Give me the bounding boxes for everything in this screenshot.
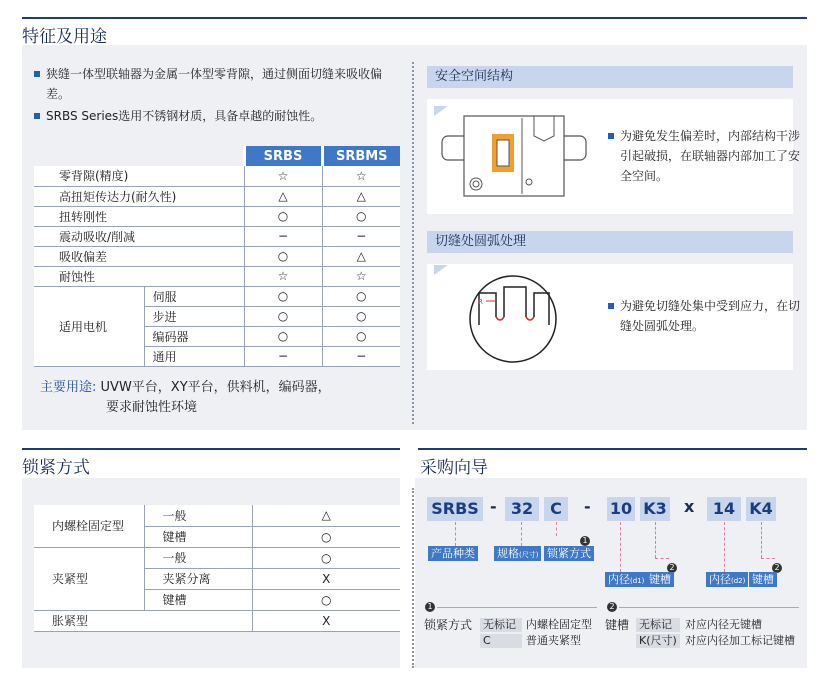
table-row: 键槽 ○ xyxy=(34,526,400,547)
legend-key-desc-2: 对应内径加工标记键槽 xyxy=(685,634,795,647)
table-row: 高扭矩传达力(耐久性) △ △ xyxy=(34,186,400,206)
arc-note: 为避免切缝处集中受到应力，在切缝处圆弧处理。 xyxy=(620,296,800,336)
features-divider xyxy=(412,62,414,424)
legend-lock-desc-2: 普通夹紧型 xyxy=(526,634,581,647)
num-badge-key2: 2 xyxy=(772,563,782,573)
table-row: 吸收偏差 ○ △ xyxy=(34,246,400,266)
tag-key2: 键槽 xyxy=(749,572,777,587)
code-key2: K4 xyxy=(746,497,776,521)
table-row: 步进 ○ ○ xyxy=(34,306,400,326)
col-srbs: SRBS xyxy=(244,146,322,166)
legend-key-code-1: 无标记 xyxy=(636,618,680,632)
sep-2: - xyxy=(584,497,591,516)
tag-inner1: 内径(d1) xyxy=(605,572,647,587)
code-lock: C xyxy=(544,497,568,521)
usage-line-1: UVW平台，XY平台，供料机，编码器， xyxy=(100,380,331,395)
table-row: 键槽 ○ xyxy=(34,589,400,610)
table-row: 耐蚀性 ☆ ☆ xyxy=(34,266,400,286)
sep-1: - xyxy=(490,497,497,516)
legend-key-desc-1: 对应内径无键槽 xyxy=(685,618,762,631)
table-row: 编码器 ○ ○ xyxy=(34,326,400,346)
legend-key-code-2: K(尺寸) xyxy=(636,634,680,648)
table-row: 内螺栓固定型 一般 △ xyxy=(34,505,400,526)
usage-label: 主要用途: xyxy=(40,380,97,395)
tag-lock: 锁紧方式 xyxy=(544,546,594,561)
code-d1: 10 xyxy=(607,497,635,521)
locking-rule xyxy=(22,448,400,450)
arc-r-label: R xyxy=(478,298,483,306)
table-row: 通用 − − xyxy=(34,346,400,366)
tag-type: 产品种类 xyxy=(428,546,478,561)
table-row: 适用电机 伺服 ○ ○ xyxy=(34,286,400,306)
usage-line-2: 要求耐蚀性环境 xyxy=(106,400,198,415)
features-rule xyxy=(22,17,807,19)
purchase-title: 采购向导 xyxy=(420,458,488,478)
sep-3: x xyxy=(684,497,695,516)
table-row: 扭转刚性 ○ ○ xyxy=(34,206,400,226)
code-srbs: SRBS xyxy=(427,497,483,521)
table-row: 零背隙(精度) ☆ ☆ xyxy=(34,166,400,186)
features-title: 特征及用途 xyxy=(22,27,107,47)
bottom-divider xyxy=(412,488,414,668)
col-srbms: SRBMS xyxy=(322,146,400,166)
usage-block xyxy=(34,378,400,418)
legend-lock-desc-1: 内螺栓固定型 xyxy=(526,618,592,631)
legend-num-key: 2 xyxy=(607,602,617,612)
tag-size: 规格(尺寸) xyxy=(494,546,541,561)
code-size: 32 xyxy=(505,497,539,521)
arc-diagram xyxy=(434,265,594,369)
code-d2: 14 xyxy=(707,497,741,521)
arc-heading: 切缝处圆弧处理 xyxy=(427,231,793,253)
legend-line-lock xyxy=(437,607,597,608)
safety-note: 为避免发生偏差时，内部结构干涉引起破损，在联轴器内部加工了安全空间。 xyxy=(620,126,800,186)
table-row: 夹紧型 一般 ○ xyxy=(34,547,400,568)
legend-num-lock: 1 xyxy=(425,602,435,612)
tag-inner2: 内径(d2) xyxy=(706,572,748,587)
table-row: 震动吸收/削减 − − xyxy=(34,226,400,246)
legend-lock-label: 锁紧方式 xyxy=(424,618,473,632)
safety-heading: 安全空间结构 xyxy=(427,66,793,88)
legend-lock-code-1: 无标记 xyxy=(480,618,522,632)
legend-key-label: 键槽 xyxy=(605,618,630,632)
purchase-rule xyxy=(418,448,807,450)
num-badge-lock: 1 xyxy=(580,536,590,546)
locking-table xyxy=(34,505,400,632)
features-table xyxy=(34,146,400,367)
num-badge-key1: 2 xyxy=(667,563,677,573)
legend-lock-code-2: C xyxy=(480,634,522,648)
safety-diagram xyxy=(434,106,594,206)
motor-label: 适用电机 xyxy=(34,286,144,366)
table-row: 夹紧分离 X xyxy=(34,568,400,589)
legend-line-key xyxy=(619,607,799,608)
feature-bullet-1: 狭缝一体型联轴器为金属一体型零背隙，通过侧面切缝来吸收偏差。 xyxy=(46,64,398,104)
table-row: 胀紧型 X xyxy=(34,610,400,631)
code-key1: K3 xyxy=(640,497,670,521)
tag-key1: 键槽 xyxy=(646,572,674,587)
feature-bullet-2: SRBS Series选用不锈钢材质，具备卓越的耐蚀性。 xyxy=(46,106,398,126)
locking-title: 锁紧方式 xyxy=(22,458,90,478)
